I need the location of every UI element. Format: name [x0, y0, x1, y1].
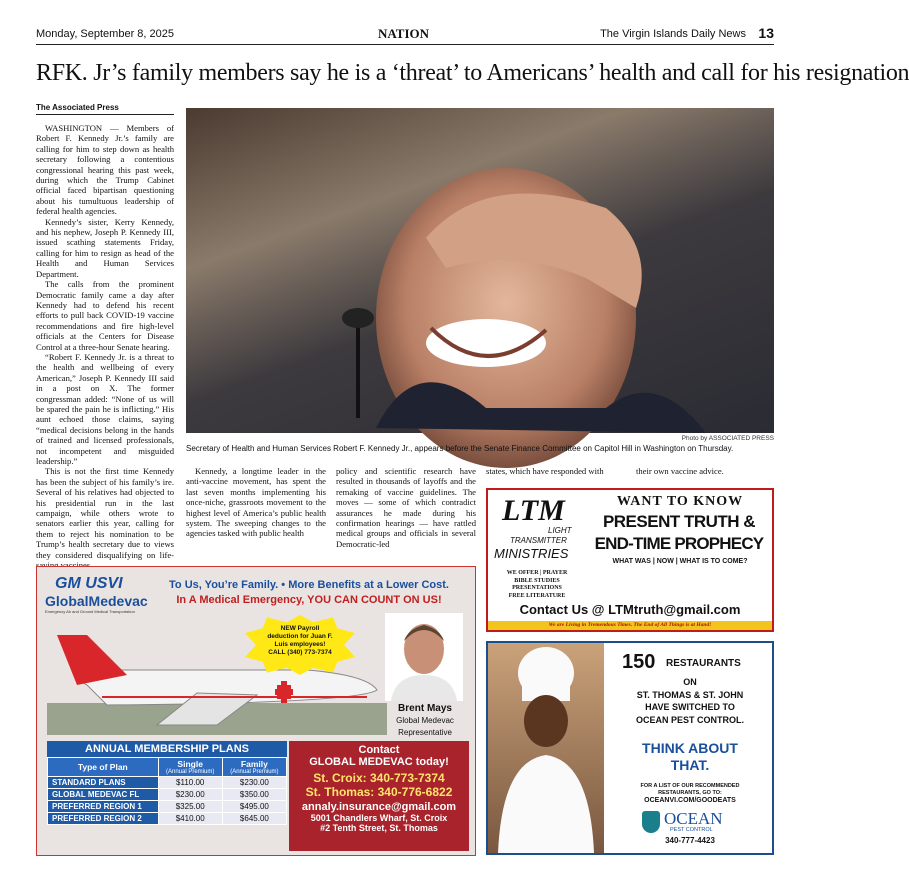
ocean-think: [606, 740, 774, 774]
ltm-want: WANT TO KNOW: [616, 494, 744, 509]
ltm-contact[interactable]: Contact Us @ LTMtruth@gmail.com: [519, 602, 741, 617]
paragraph: WASHINGTON — Members of Robert F. Kennedy Jr.’s family are calling for him to step down as health secretary following a contentious congressional hearing this past week, during which the Trump Cabinet official faced bipartisan questioning about his tumultuous leadership of federal health agencies.: [36, 123, 174, 217]
rep-portrait: [385, 613, 463, 701]
ad-global-medevac: [36, 566, 476, 856]
col-single: Single (Annual Premium): [158, 758, 222, 777]
table-row: PREFERRED REGION 1 $325.00 $495.00: [48, 801, 287, 813]
ltm-offer: BIBLE STUDIES: [514, 577, 560, 584]
photo-credit: Photo by ASSOCIATED PRESS: [681, 435, 774, 442]
article-photo: [186, 108, 774, 433]
paragraph: policy and scientific research have resulted in thousands of layoffs and the remaking of vaccine guidelines. The moves — some of which contradict assurances he made during his confirmation hearings — have rattled medical groups and officials in several Democratic-led: [336, 466, 476, 549]
contact-heading: Contact: [358, 744, 400, 756]
ocean-think-line: THAT.: [670, 757, 710, 773]
ad-light-transmitter: [486, 488, 774, 632]
gm-logo-name: GlobalMedevac: [45, 593, 148, 609]
photo-caption: Secretary of Health and Human Services Robert F. Kennedy Jr., appears before the Senate Finance Committee on Capitol Hill in Washington on Thursday.: [186, 444, 734, 453]
newspaper-name: The Virgin Islands Daily News: [600, 28, 746, 40]
page-number: 13: [758, 25, 774, 41]
address-st-croix: 5001 Chandlers Wharf, St. Croix: [310, 813, 448, 823]
article-headline: RFK. Jr’s family members say he is a ‘threat’ to Americans’ health and call for his resignation: [36, 60, 909, 86]
rep-title-1: Global Medevac: [396, 716, 454, 725]
byline: The Associated Press: [36, 103, 174, 115]
paragraph: their own vaccine advice.: [636, 466, 724, 476]
ltm-offers: [494, 570, 580, 600]
paragraph: Kennedy’s sister, Kerry Kennedy, and his nephew, Joseph P. Kennedy III, issued scathing statements Friday, calling for him to resign as head of the Health and Human Services Department.: [36, 216, 174, 279]
contact-email[interactable]: annaly.insurance@gmail.com: [301, 801, 457, 813]
ltm-name-1: LIGHT: [548, 526, 572, 535]
phone-st-croix[interactable]: St. Croix: 340-773-7374: [313, 771, 445, 785]
article-column-3: [336, 466, 476, 549]
contact-subheading: GLOBAL MEDEVAC today!: [309, 756, 449, 768]
ocean-small-line: RESTAURANTS, GO TO:: [658, 790, 722, 796]
chef-illustration: [488, 643, 604, 853]
col-family: Family (Annual Premium): [222, 758, 286, 777]
ltm-endtime: END-TIME PROPHECY: [594, 534, 764, 553]
ltm-name-2: TRANSMITTER: [510, 536, 567, 545]
gm-headline-1: To Us, You’re Family. • More Benefits at a Lower Cost.: [169, 579, 449, 591]
ltm-logo: LTM: [502, 494, 565, 527]
chef-photo: [488, 643, 604, 853]
article-column-5: [636, 466, 776, 476]
ltm-footer: We are Living in Tremendous Times. The End of All Things is at Hand!: [488, 621, 772, 630]
membership-plans: [47, 741, 287, 825]
ltm-present: PRESENT TRUTH &: [602, 512, 756, 531]
issue-date: Monday, September 8, 2025: [36, 28, 174, 40]
ocean-brand-sub: PEST CONTROL: [670, 827, 713, 833]
ocean-line: ON: [683, 677, 697, 687]
address-st-thomas: #2 Tenth Street, St. Thomas: [320, 823, 438, 833]
plans-title: ANNUAL MEMBERSHIP PLANS: [85, 743, 249, 755]
table-row: GLOBAL MEDEVAC FL $230.00 $350.00: [48, 789, 287, 801]
payroll-burst-text: NEW Payroll deduction for Juan F. Luis employees! CALL (340) 773-7374: [267, 625, 333, 656]
ocean-line: OCEAN PEST CONTROL.: [635, 714, 744, 725]
article-column-2: [186, 466, 326, 539]
paragraph: The calls from the prominent Democratic family came a day after Kennedy had to defend his recent efforts to pull back COVID-19 vaccine recommendations and fire high-level officials at the Centers for Disease Control at a three-hour Senate hearing.: [36, 279, 174, 352]
rep-title-2: Representative: [398, 728, 452, 737]
ltm-offer: PRESENTATIONS: [512, 585, 562, 591]
ltm-sub: WHAT WAS | NOW | WHAT IS TO COME?: [612, 558, 748, 565]
ocean-line: ST. THOMAS & ST. JOHN: [636, 689, 744, 700]
ocean-small-line: FOR A LIST OF OUR RECOMMENDED: [640, 783, 740, 789]
paragraph: states, which have responded with: [486, 466, 604, 476]
rep-photo: [385, 613, 463, 701]
ocean-body: [606, 676, 774, 726]
gm-headline-2: In A Medical Emergency, YOU CAN COUNT ON US!: [176, 594, 442, 606]
article-column-1: [36, 123, 174, 570]
table-row: STANDARD PLANS $110.00 $230.00: [48, 777, 287, 789]
paragraph: This is not the first time Kennedy has been the subject of his family’s ire. Several of his relatives had objected to his presidential run in the last campaign, while others wrote to senators earlier this year, calling for them to reject his nomination to be Trump’s health secretary due to views they considered disqualifying on life-: [36, 466, 174, 560]
paragraph: “Robert F. Kennedy Jr. is a threat to the health and wellbeing of every American,” Joseph P. Kennedy III said in a post on X. The former congressman added: “None of us will be spared the pain he is inflicting.” His aunt echoed those claims, saying “medical decisions belong in the hands of trained and licensed professionals, not incompetent and misguided leadership.”: [36, 351, 174, 466]
ocean-restaurants: RESTAURANTS: [666, 658, 741, 669]
photo-illustration: [186, 108, 774, 433]
ltm-name-3: MINISTRIES: [494, 546, 569, 561]
ocean-brand: OCEAN: [664, 809, 723, 828]
plans-table: [47, 757, 287, 825]
ocean-think-line: THINK ABOUT: [642, 740, 738, 756]
rep-name: Brent Mays: [398, 703, 452, 714]
phone-st-thomas[interactable]: St. Thomas: 340-776-6822: [305, 785, 453, 799]
col-type: Type of Plan: [48, 758, 159, 777]
article-column-4: [486, 466, 626, 476]
ocean-line: HAVE SWITCHED TO: [645, 702, 735, 712]
table-row: PREFERRED REGION 2 $410.00 $645.00: [48, 813, 287, 825]
ad-ocean-pest-control: [486, 641, 774, 855]
gm-logo-top: GM USVI: [55, 575, 123, 592]
section-label: NATION: [378, 26, 430, 41]
header-rule: [36, 44, 774, 45]
ocean-small: [606, 783, 774, 797]
ltm-offer: FREE LITERATURE: [508, 592, 566, 599]
gm-logo-tag: Emergency Air and Ground Medical Transportation: [45, 609, 135, 614]
gm-contact-box: [289, 741, 469, 851]
ocean-num: 150: [622, 651, 656, 673]
ocean-url[interactable]: OCEANVI.COM/GOODEATS: [644, 797, 736, 804]
ltm-offer: WE OFFER | PRAYER: [506, 570, 568, 576]
shield-icon: [642, 811, 660, 833]
paragraph: Kennedy, a longtime leader in the anti-vaccine movement, has spent the last seven months implementing his once-niche, grassroots movement to the highest level of America’s public health system. The sweeping changes to the agencies tasked with public health: [186, 466, 326, 539]
ocean-phone[interactable]: 340-777-4423: [665, 836, 715, 845]
